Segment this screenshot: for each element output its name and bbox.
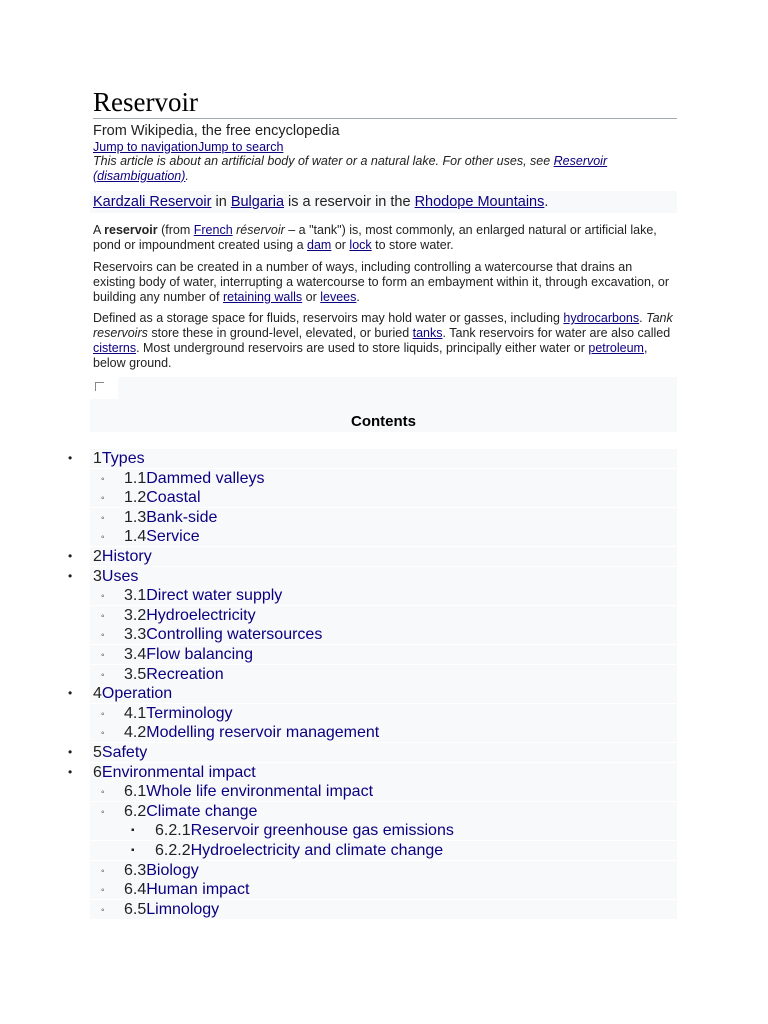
bullet-icon: ◦ — [101, 591, 105, 602]
bullet-icon: ◦ — [101, 513, 105, 524]
bullet-icon: • — [68, 745, 73, 759]
bullet-icon: ◦ — [101, 493, 105, 504]
toc-item-1-4[interactable] — [124, 527, 200, 546]
bullet-icon: ◦ — [101, 611, 105, 622]
toc-item-3-1[interactable] — [124, 586, 282, 605]
bullet-icon: ▪ — [131, 845, 135, 856]
intro-paragraph-1 — [93, 223, 677, 253]
bullet-icon: • — [68, 686, 73, 700]
toc-number: 4 — [93, 685, 102, 702]
petroleum-link[interactable]: petroleum — [588, 341, 644, 355]
toc-item-1-1[interactable] — [124, 469, 265, 488]
disambiguation-link[interactable]: Reservoir (disambiguation) — [93, 154, 608, 183]
toc-number: 3.4 — [124, 646, 147, 663]
toc-label: Controlling watersources — [146, 626, 323, 643]
toc-label: History — [101, 548, 152, 565]
toc-row — [90, 567, 677, 586]
bullet-icon: ◦ — [101, 630, 105, 641]
bullet-icon: • — [68, 765, 73, 779]
image-caption — [93, 194, 548, 211]
toc-item-4-1[interactable] — [124, 704, 233, 723]
bullet-icon: ◦ — [101, 728, 105, 739]
toc-item-3-4[interactable] — [124, 645, 253, 664]
intro-paragraph-2 — [93, 260, 677, 305]
toc-label: Safety — [101, 744, 148, 761]
bullet-icon: ◦ — [101, 532, 105, 543]
toc-item-5[interactable] — [93, 743, 147, 762]
toc-number: 6.4 — [124, 881, 147, 898]
paragraph-text: Defined as a storage space for fluids, reservoirs may hold water or gasses, including — [93, 311, 564, 325]
bold-term: reservoir — [104, 223, 158, 237]
title-divider — [93, 118, 677, 119]
page-title: Reservoir — [93, 87, 198, 117]
toc-number: 3.2 — [124, 607, 147, 624]
hydrocarbons-link[interactable]: hydrocarbons — [563, 311, 640, 325]
paragraph-text: Reservoirs can be created in a number of ways, including controlling a watercourse that drains an existing body of water, interrupting a watercourse to form an embayment within it, through excavation, or building any number of — [93, 260, 669, 304]
toc-item-1-3[interactable] — [124, 508, 217, 527]
toc-label: Human impact — [146, 881, 250, 898]
italic-term: réservoir — [236, 223, 285, 237]
bullet-icon: ◦ — [101, 670, 105, 681]
toc-item-6-5[interactable] — [124, 900, 219, 919]
toc-row — [90, 449, 677, 468]
hatnote — [93, 154, 677, 183]
paragraph-text: . — [356, 290, 360, 304]
levees-link[interactable]: levees — [320, 290, 357, 304]
toc-item-6-2[interactable] — [124, 802, 257, 821]
french-link[interactable]: French — [193, 223, 233, 237]
caption-text: is a reservoir in the — [284, 194, 415, 210]
toc-label: Hydroelectricity and climate change — [190, 842, 444, 859]
toc-number: 6.3 — [124, 862, 147, 879]
bullet-icon: ◦ — [101, 650, 105, 661]
hatnote-end: . — [185, 168, 189, 183]
broken-image-icon — [95, 382, 104, 391]
paragraph-text: . — [639, 311, 647, 325]
caption-text: . — [544, 194, 549, 210]
jump-to-search-link[interactable]: Jump to search — [197, 140, 284, 154]
bullet-icon: ◦ — [101, 905, 105, 916]
toc-item-3[interactable] — [93, 567, 138, 586]
toc-number: 2 — [93, 548, 102, 565]
toc-label: Coastal — [146, 489, 201, 506]
toc-number: 1.4 — [124, 528, 147, 545]
toc-label: Reservoir greenhouse gas emissions — [190, 822, 454, 839]
bullet-icon: ◦ — [101, 885, 105, 896]
toc-label: Terminology — [146, 705, 233, 722]
toc-label: Bank-side — [146, 509, 218, 526]
kardzali-reservoir-link[interactable]: Kardzali Reservoir — [93, 194, 212, 210]
toc-number: 4.1 — [124, 705, 147, 722]
toc-item-4-2[interactable] — [124, 723, 379, 742]
toc-number: 6.2.1 — [155, 822, 191, 839]
toc-label: Service — [146, 528, 200, 545]
toc-number: 6.5 — [124, 901, 147, 918]
toc-label: Operation — [101, 685, 173, 702]
paragraph-text: , below ground. — [93, 341, 648, 370]
cisterns-link[interactable]: cisterns — [93, 341, 137, 355]
toc-number: 6.2 — [124, 803, 147, 820]
toc-item-1-2[interactable] — [124, 488, 201, 507]
toc-number: 3.1 — [124, 587, 147, 604]
toc-number: 1 — [93, 450, 102, 467]
paragraph-text: – a "tank") is, most commonly, an enlarged natural or artificial lake, pond or impoundment created using a — [93, 223, 657, 252]
toc-label: Biology — [146, 862, 199, 879]
toc-title: Contents — [351, 413, 416, 430]
toc-item-6-1[interactable] — [124, 782, 373, 801]
toc-number: 1.1 — [124, 470, 147, 487]
bullet-icon: • — [68, 451, 73, 465]
toc-item-1[interactable] — [93, 449, 145, 468]
toc-row — [90, 743, 677, 762]
toc-item-3-2[interactable] — [124, 606, 256, 625]
toc-label: Whole life environmental impact — [146, 783, 374, 800]
toc-item-4[interactable] — [93, 684, 172, 703]
toc-row — [90, 547, 677, 566]
toc-item-6-4[interactable] — [124, 880, 249, 899]
paragraph-text: or — [331, 238, 350, 252]
toc-item-6[interactable] — [93, 763, 256, 782]
bulgaria-link[interactable]: Bulgaria — [230, 194, 285, 210]
toc-number: 5 — [93, 744, 102, 761]
bullet-icon: ◦ — [101, 787, 105, 798]
toc-item-3-5[interactable] — [124, 665, 224, 684]
toc-label: Climate change — [146, 803, 258, 820]
toc-number: 1.3 — [124, 509, 147, 526]
toc-item-6-2-1[interactable] — [155, 821, 454, 840]
toc-item-3-3[interactable] — [124, 625, 322, 644]
toc-item-6-2-2[interactable] — [155, 841, 443, 860]
paragraph-text: or — [302, 290, 321, 304]
paragraph-text: store these in ground-level, elevated, or buried — [147, 326, 413, 340]
caption-text: in — [211, 194, 231, 210]
toc-label: Dammed valleys — [146, 470, 265, 487]
toc-label: Uses — [101, 568, 139, 585]
bullet-icon: ◦ — [101, 866, 105, 877]
toc-label: Hydroelectricity — [146, 607, 256, 624]
toc-label: Environmental impact — [101, 764, 256, 781]
toc-item-2[interactable] — [93, 547, 152, 566]
bullet-icon: • — [68, 549, 73, 563]
italic-term: Tank reservoirs — [93, 311, 673, 340]
toc-number: 3 — [93, 568, 102, 585]
dam-link[interactable]: dam — [307, 238, 332, 252]
toc-label: Modelling reservoir management — [146, 724, 380, 741]
rhodope-mountains-link[interactable]: Rhodope Mountains — [414, 194, 545, 210]
toc-label: Flow balancing — [146, 646, 253, 663]
toc-number: 1.2 — [124, 489, 147, 506]
tanks-link[interactable]: tanks — [412, 326, 443, 340]
jump-to-navigation-link[interactable]: Jump to navigation — [93, 140, 198, 154]
toc-number: 3.3 — [124, 626, 147, 643]
jump-links — [93, 140, 283, 154]
paragraph-text: to store water. — [371, 238, 454, 252]
bullet-icon: ◦ — [101, 474, 105, 485]
toc-label: Recreation — [146, 666, 224, 683]
bullet-icon: ▪ — [131, 825, 135, 836]
toc-number: 4.2 — [124, 724, 147, 741]
toc-label: Limnology — [146, 901, 220, 918]
paragraph-text: . Tank reservoirs for water are also called — [442, 326, 671, 340]
hatnote-text: This article is about an artificial body of water or a natural lake. For other uses, see — [93, 154, 554, 168]
toc-item-6-3[interactable] — [124, 861, 199, 880]
toc-number: 6.1 — [124, 783, 147, 800]
toc-number: 3.5 — [124, 666, 147, 683]
toc-number: 6.2.2 — [155, 842, 191, 859]
toc-label: Types — [101, 450, 145, 467]
toc-label: Direct water supply — [146, 587, 283, 604]
bullet-icon: • — [68, 569, 73, 583]
toc-number: 6 — [93, 764, 102, 781]
toc-row — [90, 684, 677, 703]
site-tagline: From Wikipedia, the free encyclopedia — [93, 123, 340, 139]
paragraph-text: . Most underground reservoirs are used to store liquids, principally either water or — [136, 341, 589, 355]
bullet-icon: ◦ — [101, 807, 105, 818]
lock-link[interactable]: lock — [349, 238, 372, 252]
intro-paragraph-3 — [93, 311, 677, 371]
bullet-icon: ◦ — [101, 709, 105, 720]
paragraph-text: (from — [157, 223, 194, 237]
paragraph-text: A — [93, 223, 105, 237]
retaining-walls-link[interactable]: retaining walls — [222, 290, 303, 304]
